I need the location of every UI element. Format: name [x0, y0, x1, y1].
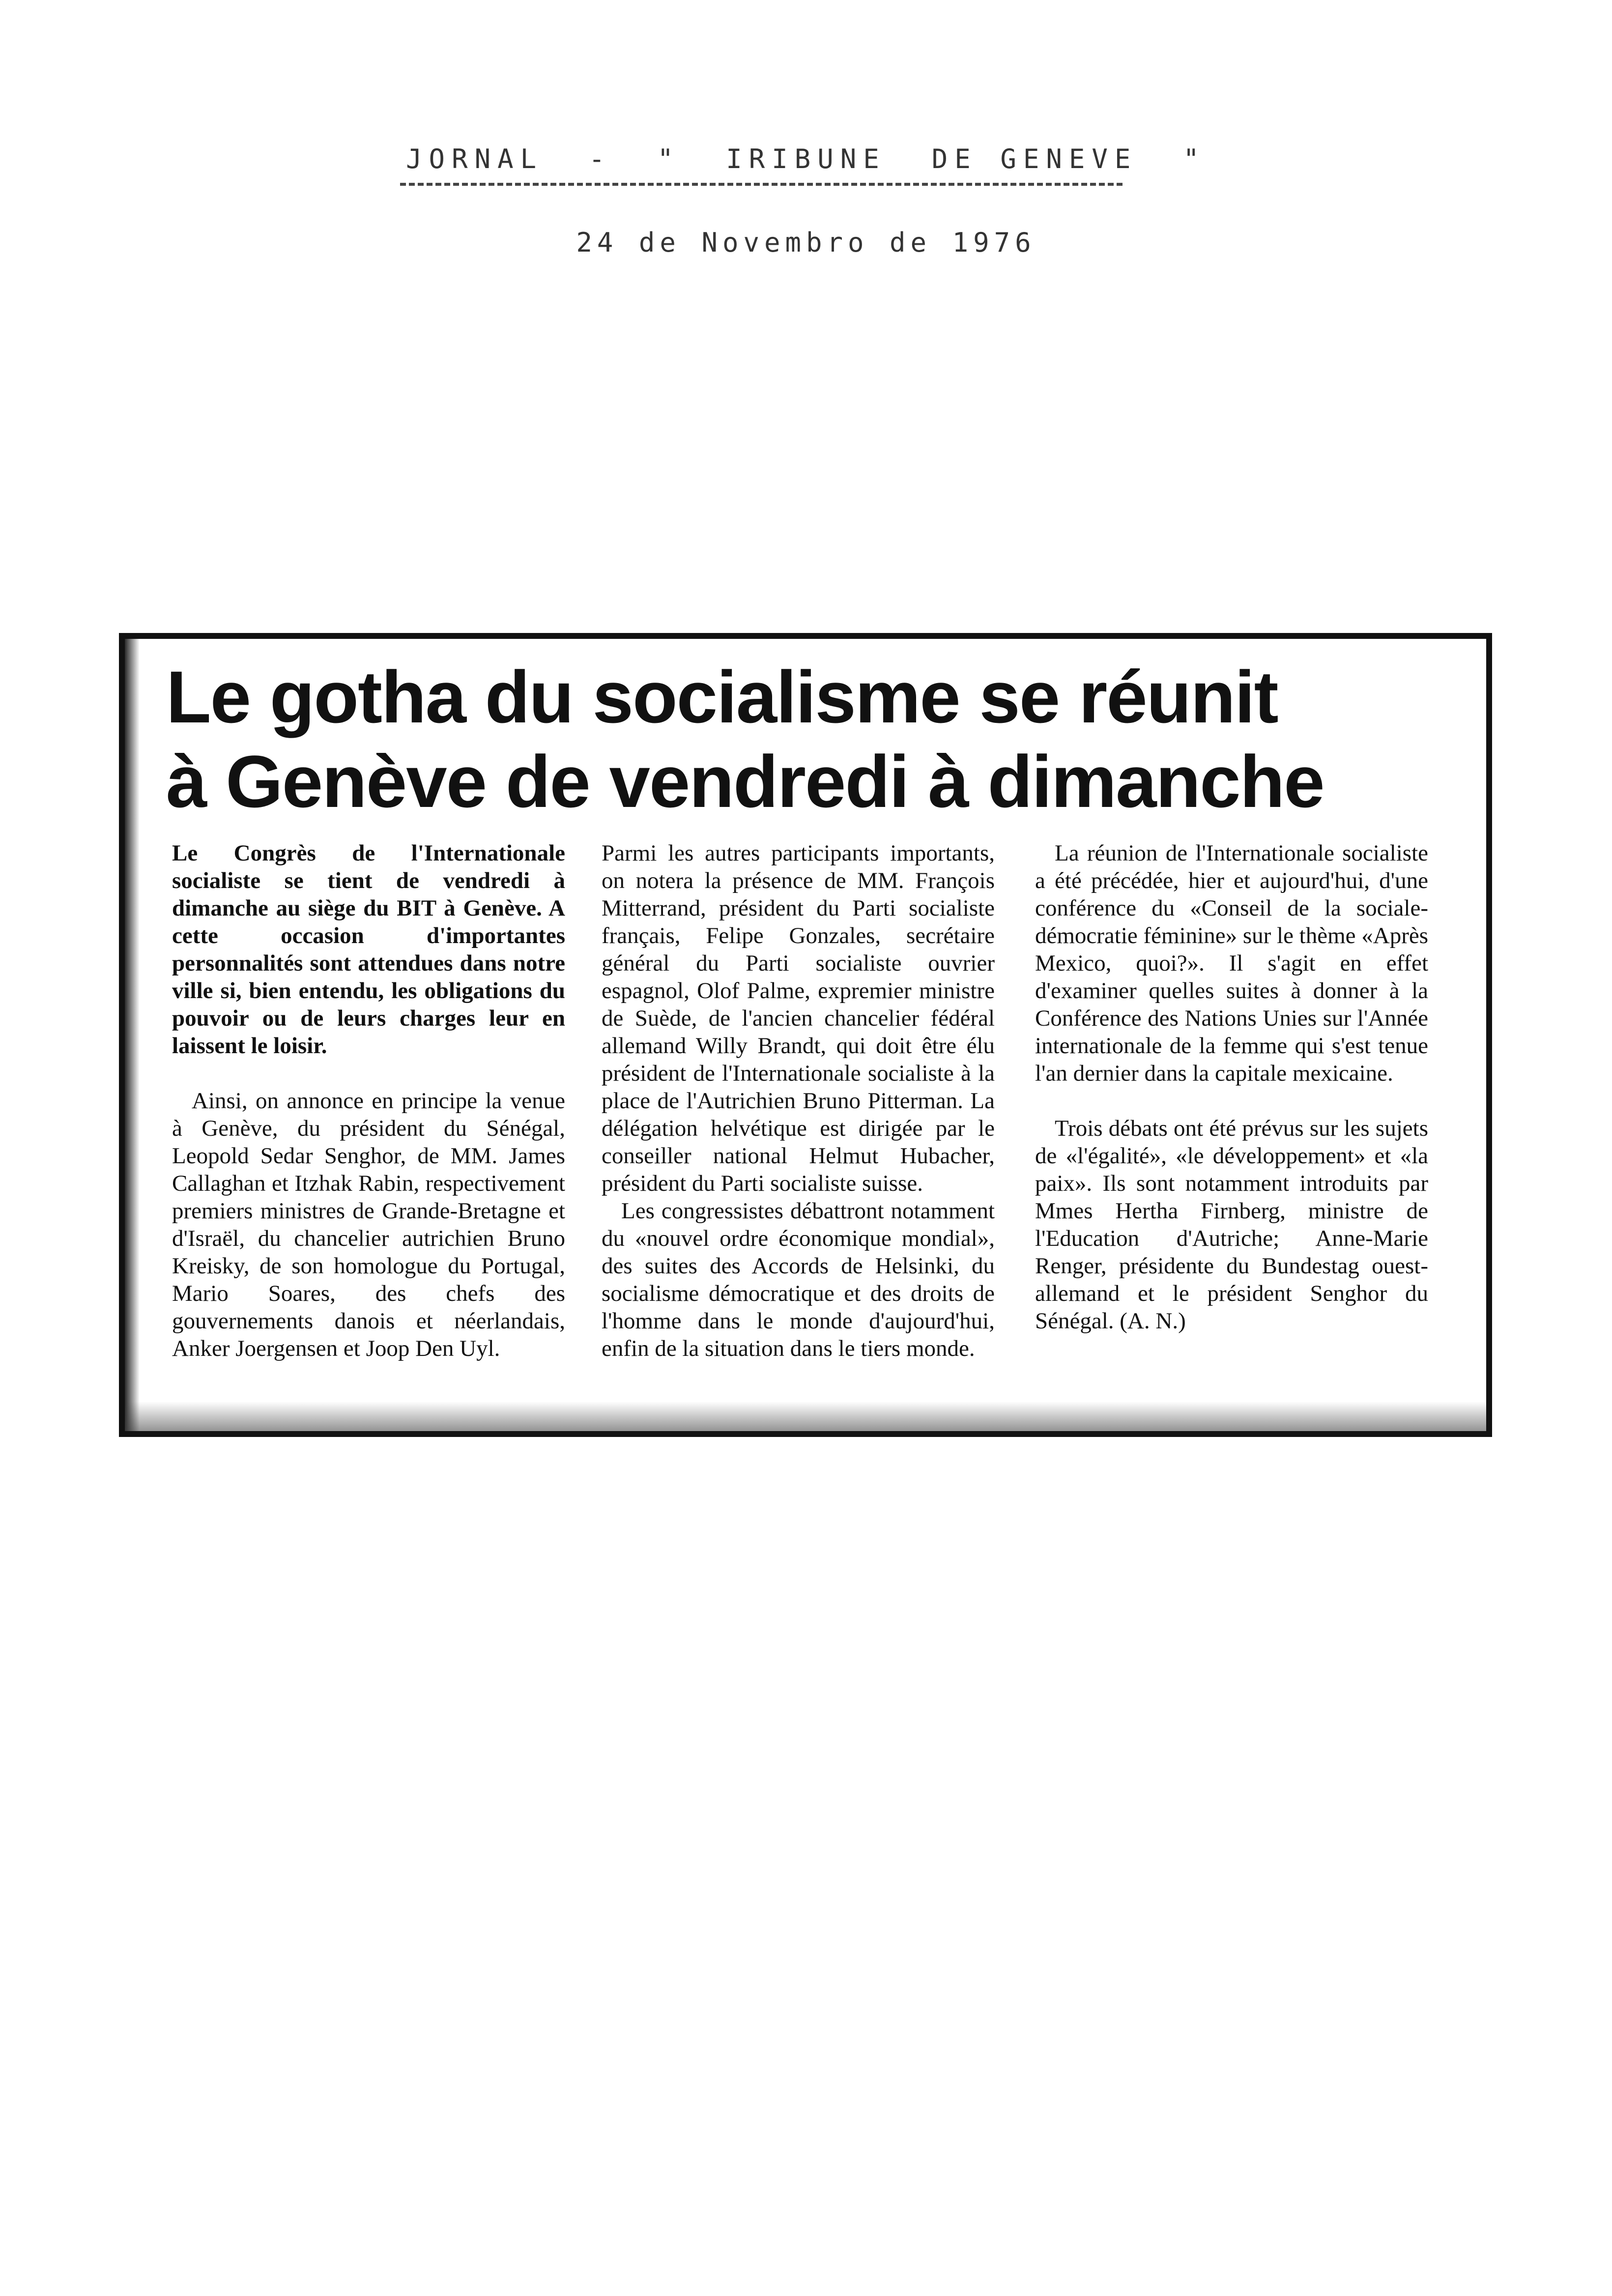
article-headline	[166, 655, 1473, 824]
article-paragraph-1: Ainsi, on annonce en principe la venue à Genève, du président du Sénégal, Leopold Sedar Senghor, de MM. James Callaghan et Itzhak Rabin, respectivement premiers ministres de Grande-Bretagne et d'Israël, du chancelier autrichien Bruno Kreisky, de son homologue du Portugal, Mario Soares, des chefs des gouvernements danois et néerlandais, Anker Joergensen et Joop Den Uyl.	[172, 1088, 565, 1361]
headline-line-2: à Genève de vendredi à dimanche	[166, 740, 1324, 823]
newspaper-source-line: JORNAL - " IRIBUNE DE GENEVE "	[406, 144, 1206, 174]
article-column-3	[1035, 839, 1428, 1335]
newspaper-clipping	[119, 633, 1492, 1437]
article-paragraph-3: Les congressistes débattront notamment du «nouvel ordre économique mondial», des suites des Accords de Helsinki, du socialisme démocratique et des droits de l'homme dans le monde d'aujourd'hui, enfin de la situation dans le tiers monde.	[602, 1198, 995, 1361]
article-paragraph-2: Parmi les autres participants importants, on notera la présence de MM. François Mitterrand, président du Parti socialiste français, Felipe Gonzales, secrétaire général du Parti socialiste ouvrier espagnol, Olof Palme, expremier ministre de Suède, de l'ancien chancelier fédéral allemand Willy Brandt, qui doit être élu président de l'Internationale socialiste à la place de l'Autrichien Bruno Pitterman. La délégation helvétique est dirigée par le conseiller national Helmut Hubacher, président du Parti socialiste suisse.	[602, 840, 995, 1196]
header-dashed-rule	[400, 183, 1123, 186]
publication-date: 24 de Novembro de 1976	[576, 227, 1036, 258]
article-paragraph-5: Trois débats ont été prévus sur les sujets de «l'égalité», «le développement» et «la paix». Ils sont notamment introduits par Mmes Hertha Firnberg, ministre de l'Education d'Autriche; Anne-Marie Renger, présidente du Bundestag ouest-allemand et le président Senghor du Sénégal. (A. N.)	[1035, 1116, 1428, 1334]
clipping-left-shadow	[125, 639, 140, 1431]
headline-line-1: Le gotha du socialisme se réunit	[166, 656, 1278, 738]
article-paragraph-4: La réunion de l'Internationale socialiste a été précédée, hier et aujourd'hui, d'une conférence du «Conseil de la sociale-démocratie féminine» sur le thème «Après Mexico, quoi?». Il s'agit en effet d'examiner quelles suites à donner à la Conférence des Nations Unies sur l'Année internationale de la femme qui s'est tenue l'an dernier dans la capitale mexicaine.	[1035, 840, 1429, 1086]
article-column-1	[172, 839, 565, 1362]
clipping-bottom-shadow	[125, 1402, 1486, 1431]
article-column-2	[602, 839, 995, 1362]
article-lead-paragraph: Le Congrès de l'Internationale socialiste se tient de vendredi à dimanche au siège du BIT à Genève. A cette occasion d'importantes personnalités sont attendues dans notre ville si, bien entendu, les obligations du pouvoir ou de leurs charges leur en laissent le loisir.	[172, 840, 565, 1059]
